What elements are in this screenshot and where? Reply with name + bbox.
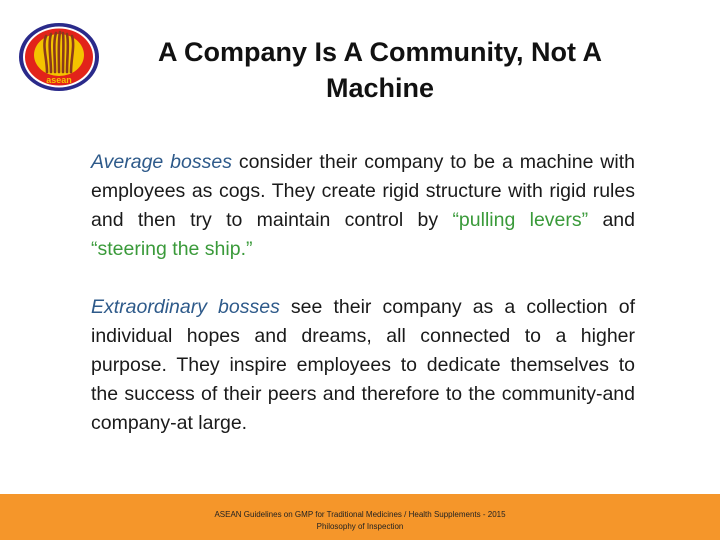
asean-emblem-icon xyxy=(18,22,100,92)
logo-lettering: asean xyxy=(46,75,72,85)
footer-bar xyxy=(0,494,720,540)
footer-subtitle: Philosophy of Inspection xyxy=(316,522,404,531)
paragraph1-text-2: and xyxy=(588,209,635,231)
quote-steering-the-ship: “steering the ship.” xyxy=(91,238,253,260)
paragraph-extraordinary-bosses xyxy=(91,293,635,438)
average-bosses-lead: Average bosses xyxy=(91,151,232,173)
slide-title xyxy=(110,34,650,106)
quote-pulling-levers: “pulling levers” xyxy=(452,209,589,231)
slide-body xyxy=(91,148,635,467)
footer-guidelines: ASEAN Guidelines on GMP for Traditional Medicines / Health Supplements - 2015 xyxy=(214,510,506,519)
paragraph1-text-1: consider their company to be a machine with employees as cogs. They create rigid structure with rigid rules and then try to maintain control by xyxy=(91,151,635,231)
paragraph2-text: see their company as a collection of individual hopes and dreams, all connected to a higher purpose. They inspire employees to dedicate themselves to the success of their peers and therefore to the community-and company-at large. xyxy=(91,296,635,434)
asean-logo xyxy=(18,22,100,92)
paragraph-average-bosses xyxy=(91,148,635,264)
extraordinary-bosses-lead: Extraordinary bosses xyxy=(91,296,280,318)
title-line-1: A Company Is A Community, Not A xyxy=(157,37,602,67)
title-line-2: Machine xyxy=(325,73,435,103)
